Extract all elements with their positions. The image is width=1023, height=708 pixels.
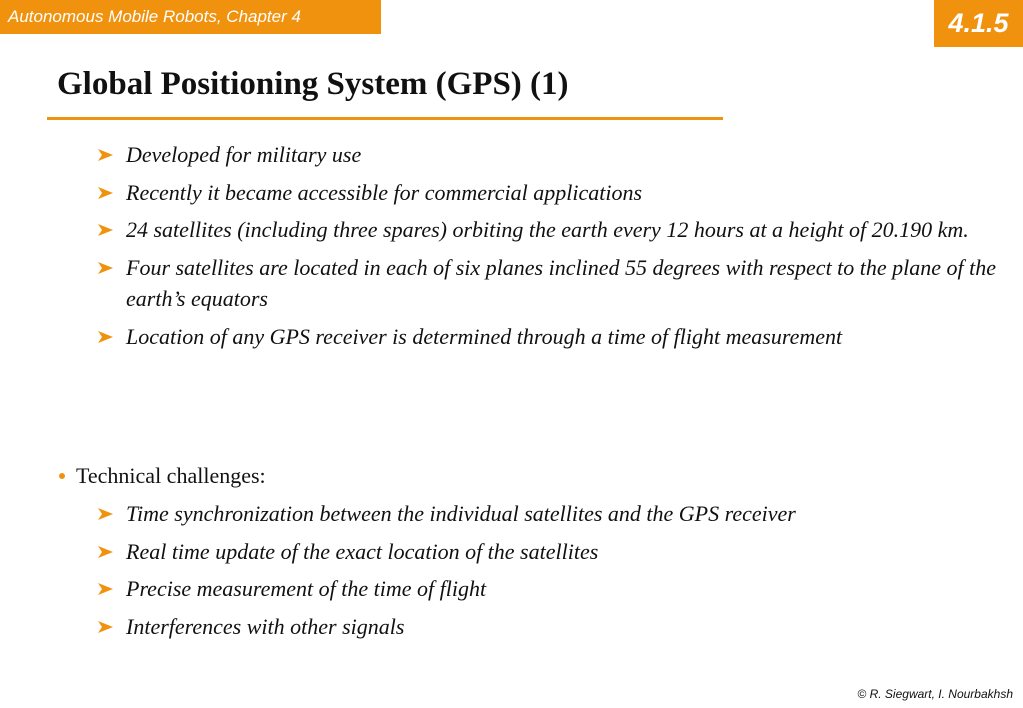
section-number-badge: 4.1.5 [934,0,1023,47]
list-item [97,573,997,605]
dot-bullet-icon [59,473,65,479]
bullet-text: Four satellites are located in each of six planes inclined 55 degrees with respect to the plane of the earth’s equators [126,254,997,311]
slide-title: Global Positioning System (GPS) (1) [57,66,569,102]
arrow-bullet-icon [97,261,114,275]
arrow-bullet-icon [97,330,114,344]
bullet-text: Precise measurement of the time of flight [126,576,487,601]
arrow-bullet-icon [97,620,114,634]
list-item [97,139,997,171]
list-item [97,177,997,209]
challenges-bullet-list [97,498,997,648]
bullet-text: Real time update of the exact location of the satellites [126,538,599,564]
list-item [97,498,997,530]
arrow-bullet-icon [97,148,114,162]
bullet-text: 24 satellites (including three spares) orbiting the earth every 12 hours at a height of 20.190 km. [126,217,969,242]
arrow-bullet-icon [97,223,114,237]
arrow-bullet-icon [97,545,114,559]
bullet-text: Recently it became accessible for commercial applications [126,179,643,205]
bullet-text: Interferences with other signals [126,613,405,639]
list-item [97,321,997,353]
copyright-footer: © R. Siegwart, I. Nourbakhsh [857,687,1013,701]
bullet-text: Developed for military use [126,142,362,167]
arrow-bullet-icon [97,582,114,596]
list-item [97,214,997,246]
list-item [97,252,997,315]
intro-bullet-list [97,139,997,358]
arrow-bullet-icon [97,186,114,200]
arrow-bullet-icon [97,507,114,521]
challenges-heading-text: Technical challenges: [76,463,266,488]
title-underline [47,117,723,120]
bullet-text: Time synchronization between the individual satellites and the GPS receiver [126,501,796,526]
list-item [97,536,997,568]
list-item [97,611,997,643]
bullet-text: Location of any GPS receiver is determined through a time of flight measurement [126,323,843,349]
course-tag: Autonomous Mobile Robots, Chapter 4 [0,0,381,34]
challenges-heading [59,460,266,492]
